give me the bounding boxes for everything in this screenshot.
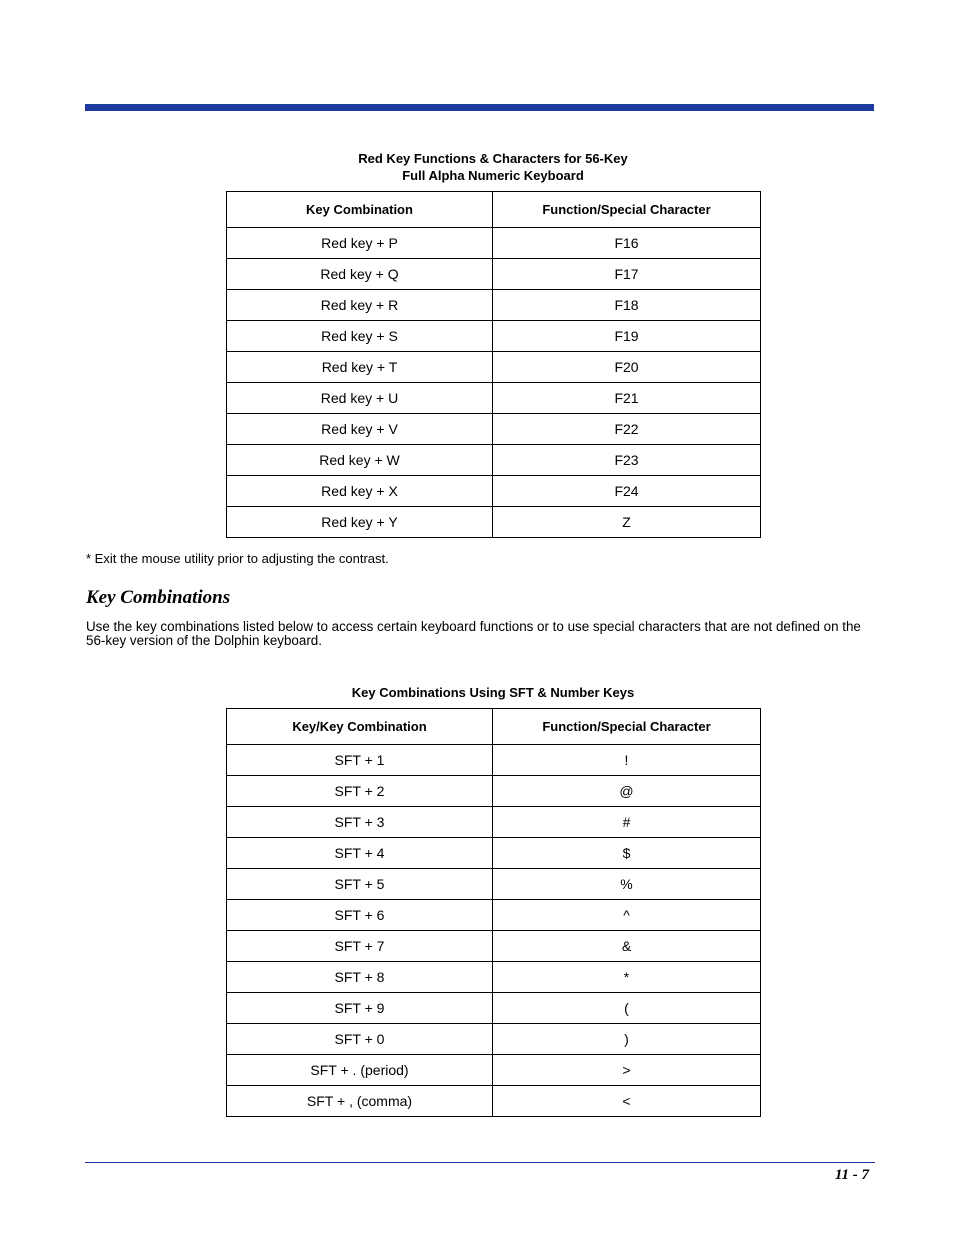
function-cell: F24: [493, 476, 761, 507]
section-title: Key Combinations: [86, 587, 231, 608]
section-body: Use the key combinations listed below to access certain keyboard functions or to use special characters that are not defined on the 56-key version of the Dolphin keyboard.: [86, 619, 861, 648]
function-cell: @: [493, 776, 761, 807]
column-header: Key Combination: [227, 192, 493, 228]
key-combination-cell: Red key + S: [227, 321, 493, 352]
function-cell: F18: [493, 290, 761, 321]
function-cell: F23: [493, 445, 761, 476]
key-combination-cell: Red key + V: [227, 414, 493, 445]
function-cell: (: [493, 993, 761, 1024]
table1-caption: [226, 150, 760, 184]
function-cell: #: [493, 807, 761, 838]
header-bar: [85, 104, 874, 111]
table-row: [227, 1055, 761, 1086]
function-cell: F17: [493, 259, 761, 290]
table-row: [227, 228, 761, 259]
function-cell: $: [493, 838, 761, 869]
table-row: [227, 745, 761, 776]
key-combination-cell: SFT + 8: [227, 962, 493, 993]
footer-rule: [85, 1162, 875, 1163]
function-cell: <: [493, 1086, 761, 1117]
key-combination-cell: SFT + . (period): [227, 1055, 493, 1086]
function-cell: !: [493, 745, 761, 776]
table-row: [227, 962, 761, 993]
key-combination-cell: SFT + , (comma): [227, 1086, 493, 1117]
key-combination-cell: Red key + U: [227, 383, 493, 414]
table-row: [227, 1086, 761, 1117]
table2-caption: Key Combinations Using SFT & Number Keys: [351, 685, 635, 700]
key-combination-cell: SFT + 2: [227, 776, 493, 807]
table-row: [227, 807, 761, 838]
key-combination-cell: Red key + Q: [227, 259, 493, 290]
key-combination-cell: SFT + 3: [227, 807, 493, 838]
key-combination-cell: SFT + 9: [227, 993, 493, 1024]
function-cell: ^: [493, 900, 761, 931]
page-number: 11 - 7: [834, 1167, 869, 1183]
key-combination-cell: SFT + 4: [227, 838, 493, 869]
table1-caption-line2: Full Alpha Numeric Keyboard: [402, 168, 584, 183]
key-combination-cell: SFT + 5: [227, 869, 493, 900]
contrast-note: * Exit the mouse utility prior to adjusting the contrast.: [86, 551, 389, 566]
key-combination-cell: Red key + T: [227, 352, 493, 383]
function-cell: F21: [493, 383, 761, 414]
sft-key-table: [226, 708, 761, 1117]
table-row: [227, 838, 761, 869]
key-combination-cell: Red key + Y: [227, 507, 493, 538]
table-header-row: [227, 192, 761, 228]
column-header: Function/Special Character: [493, 709, 761, 745]
function-cell: >: [493, 1055, 761, 1086]
function-cell: F20: [493, 352, 761, 383]
key-combination-cell: Red key + R: [227, 290, 493, 321]
table-row: [227, 352, 761, 383]
table-row: [227, 445, 761, 476]
function-cell: &: [493, 931, 761, 962]
table-row: [227, 931, 761, 962]
function-cell: Z: [493, 507, 761, 538]
key-combination-cell: Red key + W: [227, 445, 493, 476]
function-cell: %: [493, 869, 761, 900]
function-cell: F16: [493, 228, 761, 259]
table-row: [227, 259, 761, 290]
function-cell: F19: [493, 321, 761, 352]
function-cell: ): [493, 1024, 761, 1055]
table-row: [227, 321, 761, 352]
table-row: [227, 869, 761, 900]
key-combination-cell: SFT + 7: [227, 931, 493, 962]
table-row: [227, 993, 761, 1024]
table-row: [227, 776, 761, 807]
column-header: Key/Key Combination: [227, 709, 493, 745]
table-row: [227, 1024, 761, 1055]
key-combination-cell: SFT + 1: [227, 745, 493, 776]
table-header-row: [227, 709, 761, 745]
table1-caption-line1: Red Key Functions & Characters for 56-Key: [358, 151, 628, 166]
key-combination-cell: SFT + 0: [227, 1024, 493, 1055]
table-row: [227, 476, 761, 507]
key-combination-cell: Red key + P: [227, 228, 493, 259]
red-key-table: [226, 191, 761, 538]
function-cell: F22: [493, 414, 761, 445]
table-row: [227, 290, 761, 321]
key-combination-cell: SFT + 6: [227, 900, 493, 931]
key-combination-cell: Red key + X: [227, 476, 493, 507]
function-cell: *: [493, 962, 761, 993]
column-header: Function/Special Character: [493, 192, 761, 228]
table-row: [227, 900, 761, 931]
table-row: [227, 507, 761, 538]
table-row: [227, 414, 761, 445]
table-row: [227, 383, 761, 414]
